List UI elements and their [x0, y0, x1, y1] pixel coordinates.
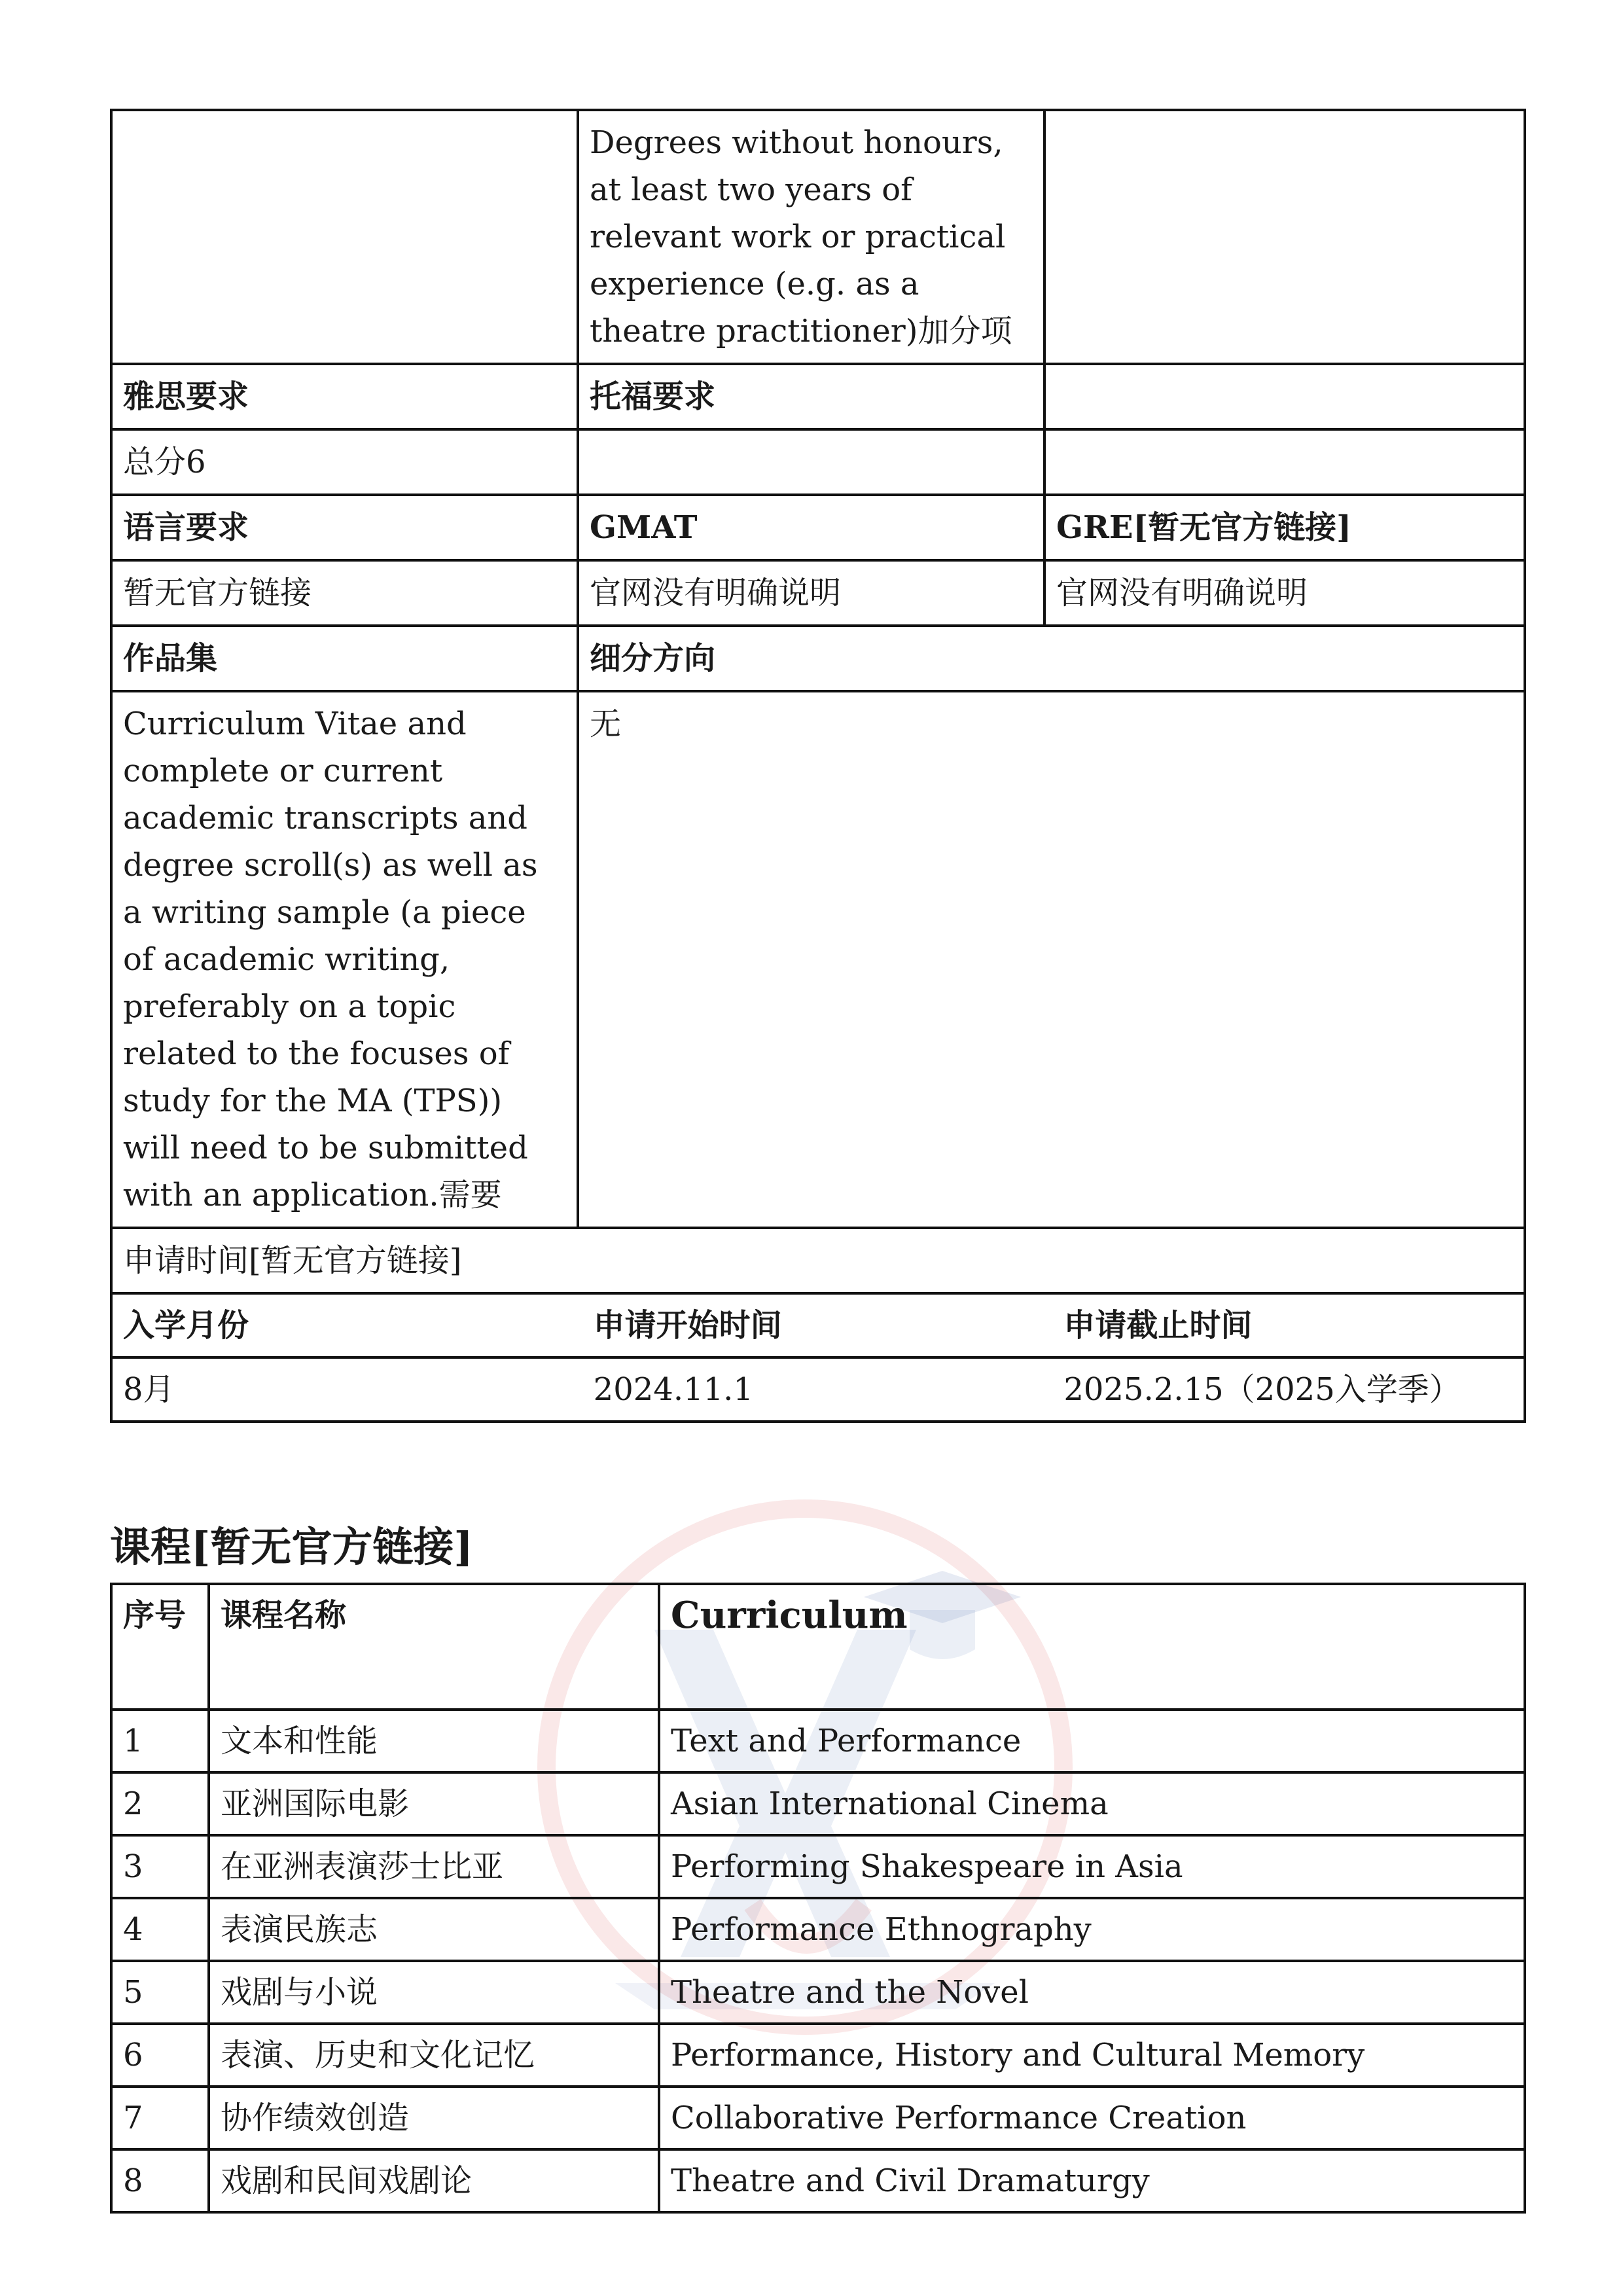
cell-empty: [1044, 110, 1525, 364]
table-row: [111, 2149, 1525, 2212]
course-name-en: Performance, History and Cultural Memory: [659, 2024, 1525, 2087]
toefl-label: 托福要求: [578, 364, 1044, 429]
course-name-cn: 表演民族志: [209, 1898, 659, 1961]
table-row: [111, 1584, 1525, 1710]
application-time-title: 申请时间[暂无官方链接]: [111, 1228, 1525, 1293]
course-name-cn: 表演、历史和文化记忆: [209, 2024, 659, 2087]
table-row: [111, 560, 1525, 626]
table-row: [111, 429, 1525, 495]
course-number: 7: [111, 2087, 209, 2149]
page-content: [110, 109, 1524, 2214]
specialization-label: 细分方向: [578, 626, 1525, 691]
course-name-cn: 戏剧和民间戏剧论: [209, 2149, 659, 2212]
cell-empty: [1044, 429, 1525, 495]
toefl-value: [578, 429, 1044, 495]
table-row: [113, 1295, 1524, 1357]
intake-month-header: 入学月份: [113, 1295, 583, 1357]
portfolio-value: Curriculum Vitae and complete or current academic transcripts and degree scroll(s) as well as a writing sample (a piece of academic writing, preferably on a topic related to the focuses of study for the MA (TPS)) will need to be submitted with an application.需要: [111, 691, 578, 1228]
course-name-cn: 亚洲国际电影: [209, 1772, 659, 1835]
course-name-cn: 协作绩效创造: [209, 2087, 659, 2149]
course-name-en: Theatre and Civil Dramaturgy: [659, 2149, 1525, 2212]
course-number: 6: [111, 2024, 209, 2087]
course-name-en: Text and Performance: [659, 1710, 1525, 1772]
table-row: [111, 1710, 1525, 1772]
gre-label: GRE[暂无官方链接]: [1044, 495, 1525, 560]
table-row: [111, 1898, 1525, 1961]
table-row: [111, 1772, 1525, 1835]
table-row: [111, 364, 1525, 429]
cell-empty: [1044, 364, 1525, 429]
table-row: [111, 495, 1525, 560]
course-name-en: Performance Ethnography: [659, 1898, 1525, 1961]
language-value: 暂无官方链接: [111, 560, 578, 626]
course-number: 8: [111, 2149, 209, 2212]
course-name-en: Theatre and the Novel: [659, 1961, 1525, 2024]
requirements-table: [110, 109, 1526, 1423]
course-number: 1: [111, 1710, 209, 1772]
ielts-label: 雅思要求: [111, 364, 578, 429]
start-date-value: 2024.11.1: [593, 1371, 753, 1408]
table-row: [113, 1357, 1524, 1420]
table-row: [111, 1961, 1525, 2024]
dates-cell: [111, 1293, 1525, 1422]
experience-requirement-cell: Degrees without honours, at least two years of relevant work or practical experience (e.g. as a theatre practitioner)加分项: [578, 110, 1044, 364]
ielts-value: 总分6: [111, 429, 578, 495]
course-number: 2: [111, 1772, 209, 1835]
curriculum-header: Curriculum: [659, 1584, 1525, 1710]
course-number: 4: [111, 1898, 209, 1961]
course-name-en: Performing Shakespeare in Asia: [659, 1835, 1525, 1898]
course-name-cn: 文本和性能: [209, 1710, 659, 1772]
table-row: [111, 110, 1525, 364]
application-dates-table: [113, 1295, 1524, 1420]
course-name-en: Collaborative Performance Creation: [659, 2087, 1525, 2149]
course-number: 5: [111, 1961, 209, 2024]
specialization-value: 无: [578, 691, 1525, 1228]
table-row: [111, 1228, 1525, 1293]
table-row: [111, 2087, 1525, 2149]
gmat-value: 官网没有明确说明: [578, 560, 1044, 626]
gmat-label: GMAT: [578, 495, 1044, 560]
course-name-en: Asian International Cinema: [659, 1772, 1525, 1835]
courses-title: 课程[暂无官方链接]: [110, 1523, 473, 1571]
course-name-header: 课程名称: [209, 1584, 659, 1710]
course-number: 3: [111, 1835, 209, 1898]
intake-month-value: 8月: [123, 1371, 175, 1408]
cell-empty: [111, 110, 578, 364]
course-name-cn: 在亚洲表演莎士比亚: [209, 1835, 659, 1898]
table-row: [111, 691, 1525, 1228]
start-date-header: 申请开始时间: [583, 1295, 1054, 1357]
courses-table: [110, 1583, 1526, 2214]
table-row: [111, 1835, 1525, 1898]
portfolio-label: 作品集: [111, 626, 578, 691]
gre-value: 官网没有明确说明: [1044, 560, 1525, 626]
deadline-header: 申请截止时间: [1053, 1295, 1524, 1357]
deadline-value: 2025.2.15（2025入学季）: [1063, 1371, 1461, 1408]
course-number-header: 序号: [111, 1584, 209, 1710]
table-row: [111, 626, 1525, 691]
table-row: [111, 2024, 1525, 2087]
course-name-cn: 戏剧与小说: [209, 1961, 659, 2024]
table-row: [111, 1293, 1525, 1422]
language-label: 语言要求: [111, 495, 578, 560]
